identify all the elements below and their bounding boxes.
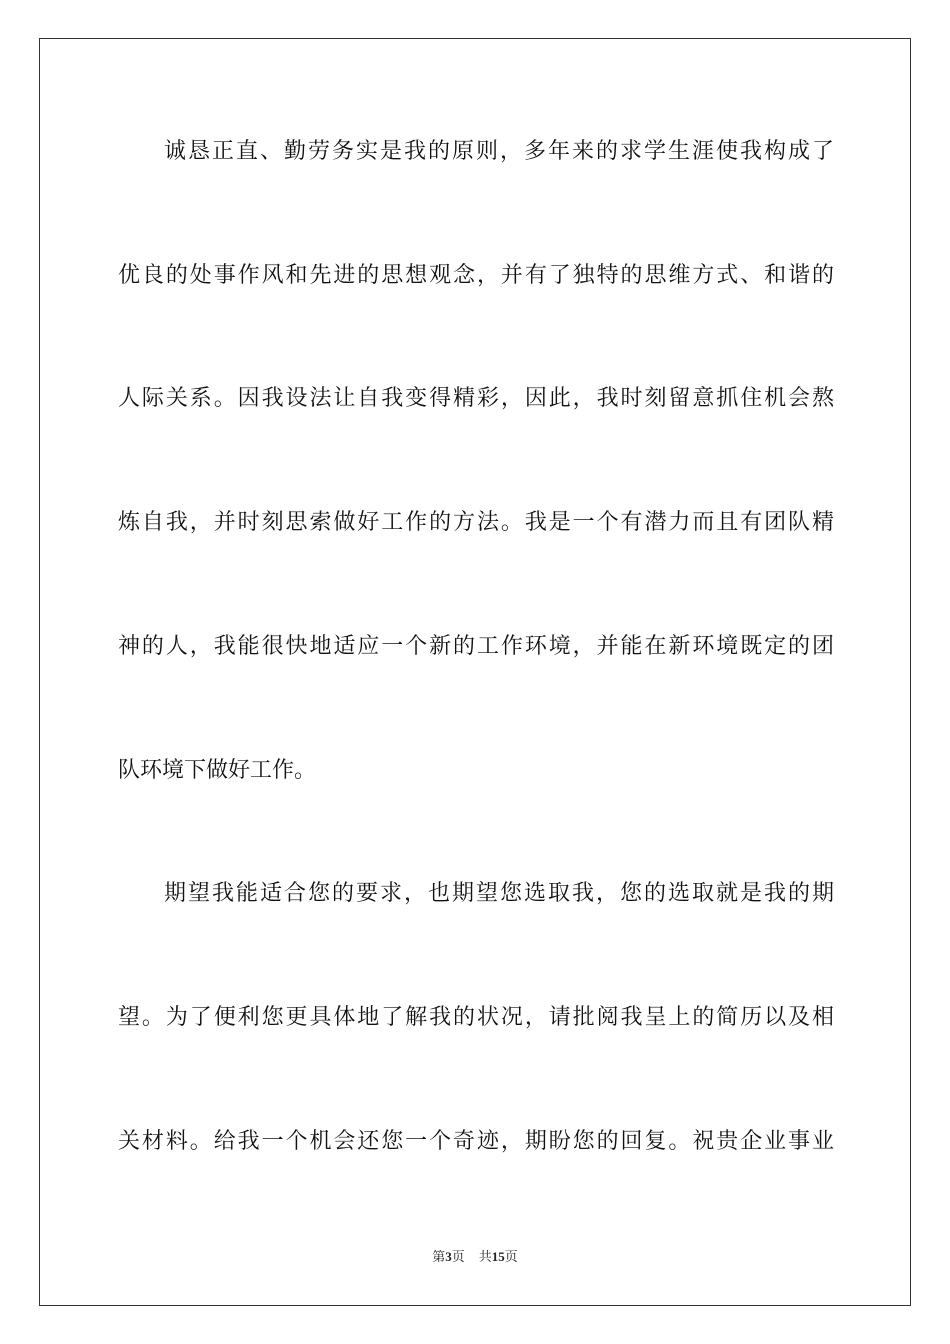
- footer-total-suffix: 页: [504, 1249, 518, 1264]
- paragraph-2-line-3: 关材料。给我一个机会还您一个奇迹，期盼您的回复。祝贵企业事业: [118, 1129, 834, 1154]
- paragraph-1-line-5: 神的人，我能很快地适应一个新的工作环境，并能在新环境既定的团: [118, 634, 834, 659]
- page-border: [39, 38, 911, 1306]
- page-footer: [0, 1246, 950, 1265]
- paragraph-2-line-2: 望。为了便利您更具体地了解我的状况，请批阅我呈上的简历以及相: [118, 1005, 834, 1030]
- paragraph-2-line-1: 期望我能适合您的要求，也期望您选取我，您的选取就是我的期: [164, 881, 834, 906]
- footer-page-suffix: 页: [451, 1249, 465, 1264]
- footer-total-pages: 15: [491, 1249, 505, 1264]
- footer-prefix: 第: [432, 1249, 446, 1264]
- paragraph-1-line-3: 人际关系。因我设法让自我变得精彩，因此，我时刻留意抓住机会熬: [118, 386, 834, 411]
- paragraph-1-line-4: 炼自我，并时刻思索做好工作的方法。我是一个有潜力而且有团队精: [118, 510, 834, 535]
- footer-total-prefix: 共: [478, 1249, 492, 1264]
- paragraph-1-line-2: 优良的处事作风和先进的思想观念，并有了独特的思维方式、和谐的: [118, 263, 834, 288]
- footer-current-page: 3: [445, 1249, 452, 1264]
- paragraph-1-line-6: 队环境下做好工作。: [118, 758, 317, 783]
- paragraph-1-line-1: 诚恳正直、勤劳务实是我的原则，多年来的求学生涯使我构成了: [164, 139, 834, 164]
